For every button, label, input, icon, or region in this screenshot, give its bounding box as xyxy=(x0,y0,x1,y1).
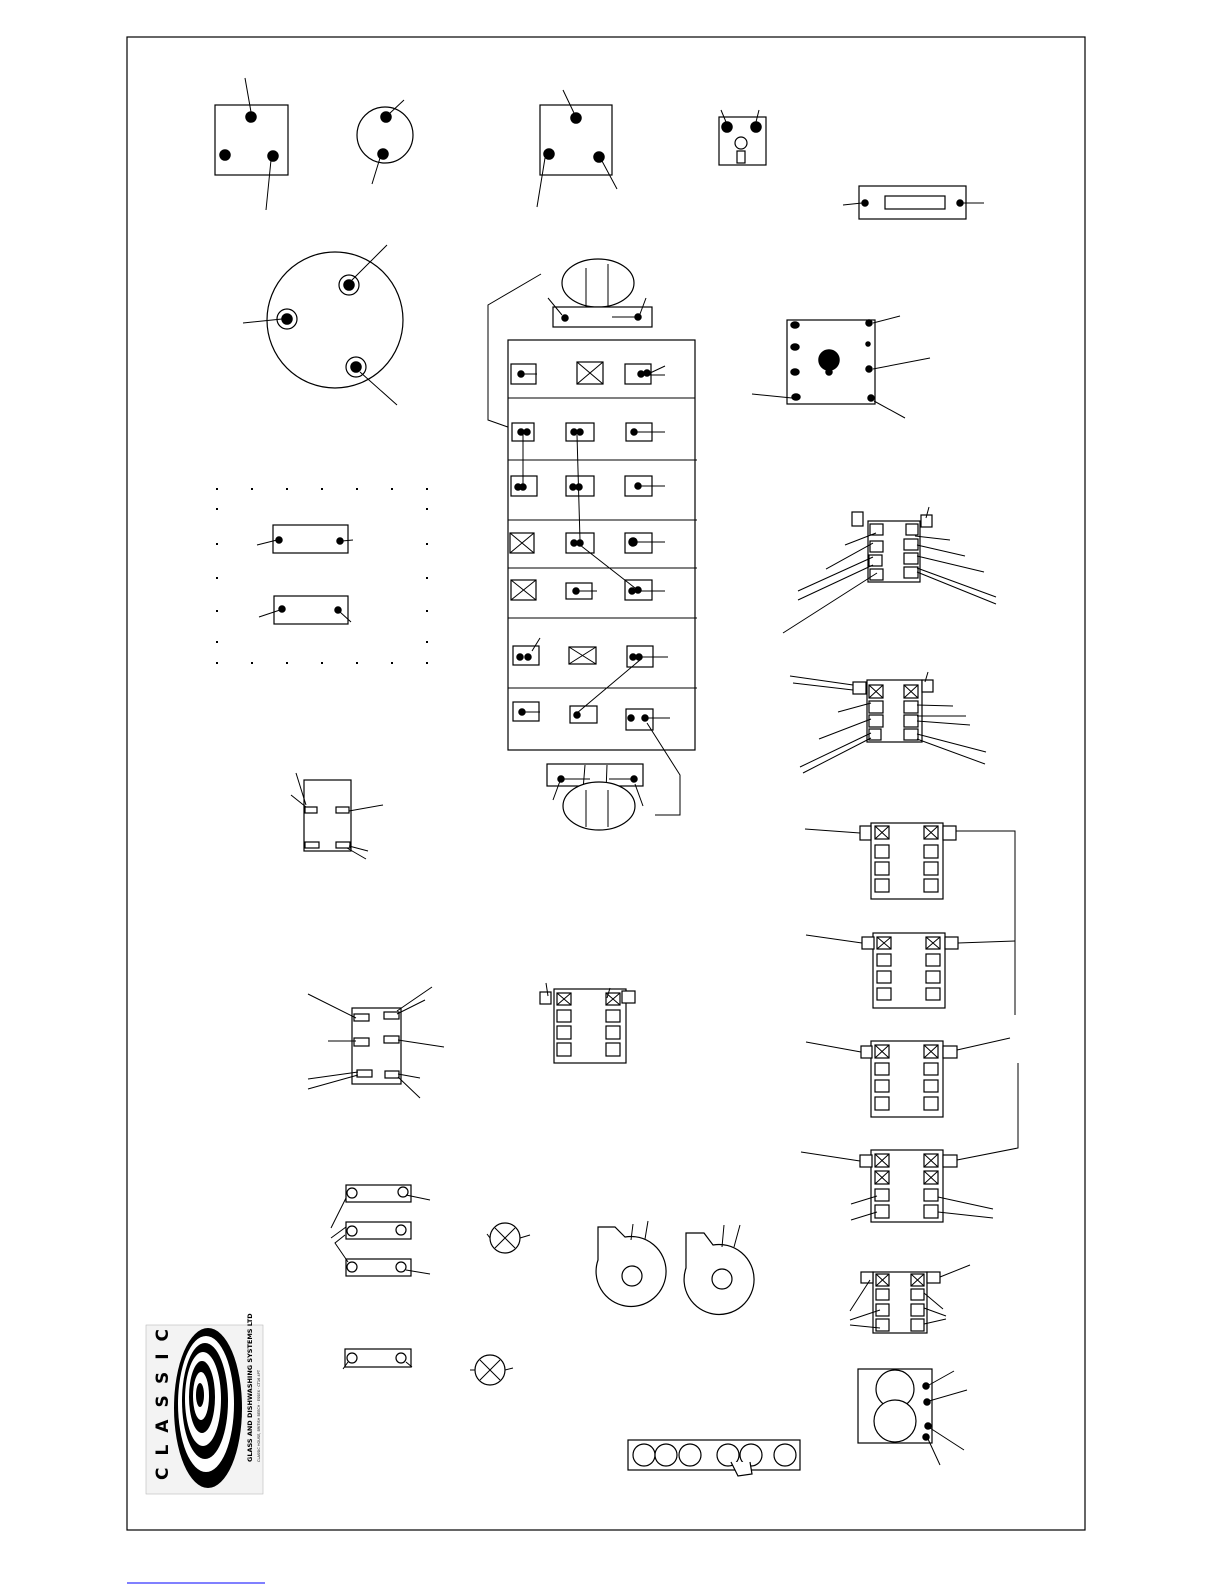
terminal-block-3pin-square xyxy=(215,78,288,210)
connector-block-4 xyxy=(806,933,1015,1008)
controller-board xyxy=(488,259,697,830)
terminal-round-2pin xyxy=(357,100,413,184)
connector-block-6 xyxy=(801,1150,993,1222)
relay-small xyxy=(291,773,383,859)
transformer xyxy=(858,1369,967,1465)
logo-company: GLASS AND DISHWASHING SYSTEMS LTD xyxy=(246,1313,254,1462)
display-strip xyxy=(843,186,984,219)
relay-large xyxy=(308,987,444,1098)
heater-terminal-strip xyxy=(628,1440,800,1476)
company-logo xyxy=(146,1313,263,1494)
logo-address: CLASSIC HOUSE, BRITISH BEECH · ESSEX · CT16 4PT xyxy=(257,1370,261,1462)
logo-swirl-emblem xyxy=(174,1328,242,1488)
connector-block-1 xyxy=(783,507,996,633)
logo-brand: CLASSIC xyxy=(153,1317,173,1480)
dotted-panel xyxy=(216,488,428,664)
socket-small xyxy=(719,110,766,165)
pumps xyxy=(596,1221,754,1314)
terminal-block-3pin-center xyxy=(537,90,617,207)
round-motor-terminal xyxy=(243,245,403,405)
connector-block-7 xyxy=(850,1265,970,1333)
connector-block-2 xyxy=(790,672,986,773)
switch-strips xyxy=(331,1185,430,1369)
timer-module xyxy=(752,316,930,418)
connector-block-center xyxy=(540,983,635,1063)
indicator-lamp xyxy=(470,1223,530,1385)
connector-block-5 xyxy=(806,1038,1018,1160)
